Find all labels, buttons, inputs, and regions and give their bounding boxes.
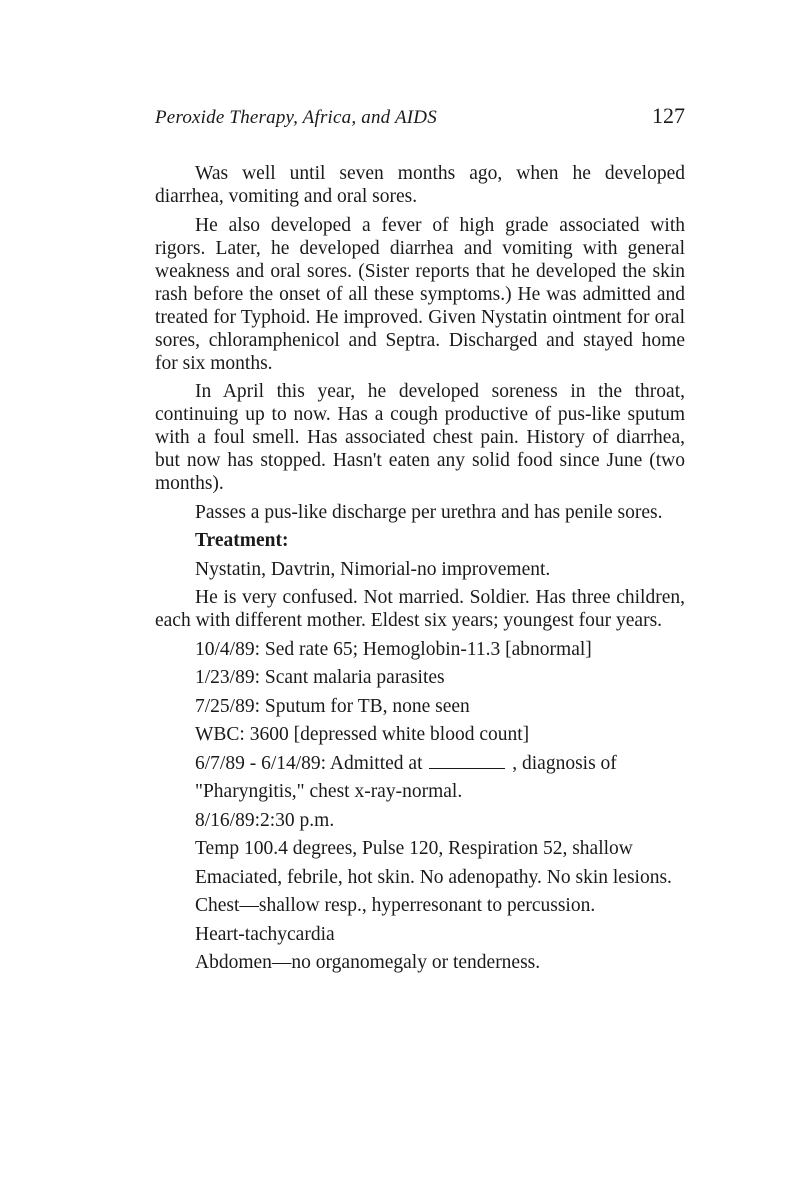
paragraph: He also developed a fever of high grade associated with rigors. Later, he developed diarrhea and vomiting with general weakness and oral sores. (Sister reports that he developed the skin rash before the onset of all these symptoms.) He was admitted and treated for Typhoid. He improved. Given Nystatin ointment for oral sores, chloramphenicol and Septra. Discharged and stayed home for six months.: [155, 214, 685, 374]
paragraph: He is very confused. Not married. Soldier. Has three children, each with different mother. Eldest six years; youngest four years.: [155, 587, 685, 631]
paragraph: Passes a pus-like discharge per urethra and has penile sores.: [195, 501, 663, 523]
page-header: [155, 104, 685, 136]
lab-line: WBC: 3600 [depressed white blood count]: [195, 724, 530, 745]
admission-text: 6/7/89 - 6/14/89: Admitted at: [195, 752, 423, 774]
paragraph: Was well until seven months ago, when he developed diarrhea, vomiting and oral sores.: [155, 163, 685, 207]
lab-line: 10/4/89: Sed rate 65; Hemoglobin-11.3 [abnormal]: [195, 638, 592, 660]
book-page: [155, 104, 685, 980]
paragraph: Emaciated, febrile, hot skin. No adenopathy. No skin lesions.: [195, 866, 672, 888]
paragraph: "Pharyngitis," chest x-ray-normal.: [195, 781, 463, 802]
paragraph: In April this year, he developed soreness in the throat, continuing up to now. Has a cough productive of pus-like sputum with a foul smell. Has associated chest pain. History of diarrhea, but now has stopped. Hasn't eaten any solid food since June (two months).: [155, 381, 685, 494]
lab-line: 7/25/89: Sputum for TB, none seen: [195, 695, 470, 717]
exam-line: Chest—shallow resp., hyperresonant to percussion.: [195, 895, 596, 916]
page-number: 127: [652, 103, 685, 128]
treatment-heading: Treatment:: [195, 530, 289, 551]
running-head: Peroxide Therapy, Africa, and AIDS: [155, 107, 437, 128]
admission-diagnosis: , diagnosis of: [512, 752, 617, 774]
vitals-line: Temp 100.4 degrees, Pulse 120, Respiration 52, shallow: [195, 838, 633, 859]
redacted-blank: [429, 752, 505, 769]
paragraph: Nystatin, Davtrin, Nimorial-no improvement.: [195, 558, 551, 580]
lab-line: 1/23/89: Scant malaria parasites: [195, 667, 445, 688]
admission-line: [155, 752, 685, 775]
exam-line: Heart-tachycardia: [195, 923, 335, 945]
exam-line: Abdomen—no organomegaly or tenderness.: [195, 952, 541, 973]
timestamp-line: 8/16/89:2:30 p.m.: [195, 809, 335, 831]
